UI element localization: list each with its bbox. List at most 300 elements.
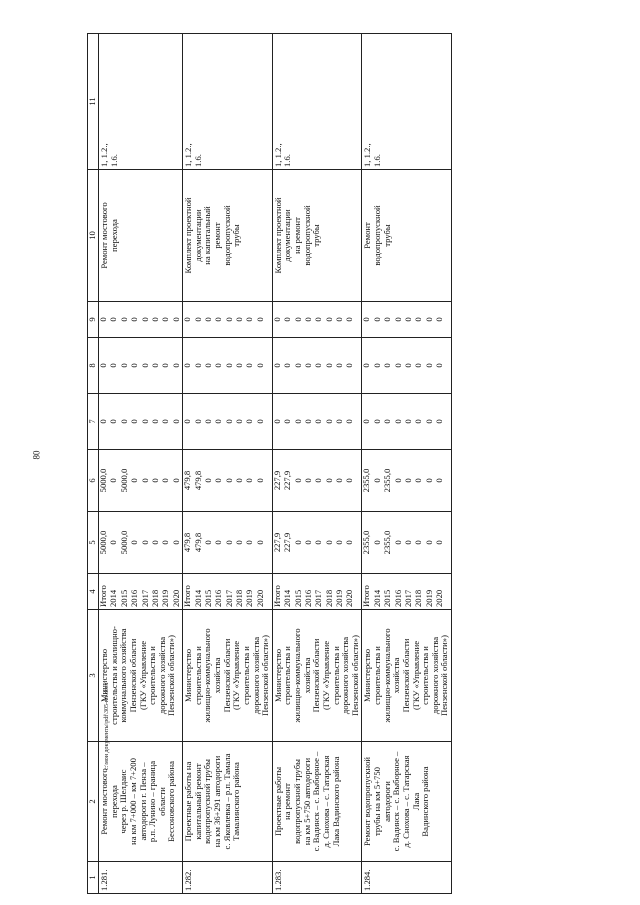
funding-other-line: 0 bbox=[344, 317, 355, 322]
years-line: 2019 bbox=[423, 589, 434, 607]
expected-result-line: водопропускной bbox=[301, 205, 312, 266]
funding-federal-line: 0 bbox=[149, 419, 160, 424]
indicator-ref-line: 1.6. bbox=[372, 154, 382, 167]
funding-regional-line: 0 bbox=[149, 478, 160, 483]
funding-total-line: 0 bbox=[413, 540, 424, 545]
activity-name-line: трубы на км 5+750 bbox=[372, 767, 382, 836]
funding-regional-line: 0 bbox=[392, 478, 403, 483]
col-header: 11 bbox=[88, 34, 99, 170]
funding-local-line: 0 bbox=[282, 363, 293, 368]
funding-total bbox=[183, 512, 273, 574]
expected-result-line: ремонт bbox=[212, 222, 222, 249]
years-line: 2016 bbox=[392, 589, 403, 607]
executor-line: дорожного хозяйства bbox=[429, 636, 440, 715]
activity-name-line: д. Снохова – с. Татарская bbox=[400, 755, 411, 848]
funding-regional-line: 5000,0 bbox=[118, 468, 129, 493]
years bbox=[99, 574, 183, 610]
executor-line: хозяйства bbox=[212, 657, 222, 694]
executor-line: дорожного хозяйства bbox=[250, 636, 261, 715]
executor-line: строительства и bbox=[147, 646, 158, 705]
funding-local-line: 0 bbox=[334, 363, 345, 368]
funding-regional-line: 0 bbox=[254, 478, 265, 483]
funding-other bbox=[99, 302, 183, 338]
funding-federal bbox=[183, 394, 273, 450]
activity-name-line: на км 5+750 автодороги bbox=[301, 757, 312, 846]
funding-federal bbox=[362, 394, 452, 450]
years-line: Итого bbox=[271, 585, 282, 607]
funding-local-line: 0 bbox=[170, 363, 181, 368]
activity-name bbox=[362, 742, 452, 862]
activity-name bbox=[183, 742, 273, 862]
activity-name-line: Проектные работы bbox=[272, 766, 283, 837]
col-header: 3 bbox=[88, 610, 99, 742]
funding-local-line: 0 bbox=[98, 363, 108, 368]
funding-local-line: 0 bbox=[292, 363, 303, 368]
funding-regional-line: 0 bbox=[371, 478, 382, 483]
funding-other-line: 0 bbox=[223, 317, 234, 322]
funding-federal-line: 0 bbox=[392, 419, 403, 424]
funding-other-line: 0 bbox=[313, 317, 324, 322]
indicator-ref-line: 1.6. bbox=[108, 154, 119, 167]
activity-name bbox=[272, 742, 362, 862]
funding-total-line: 0 bbox=[392, 540, 403, 545]
executor-line: Пензенской области bbox=[311, 638, 322, 713]
executor-line: Министерство bbox=[272, 649, 283, 702]
row-number: 1.283. bbox=[272, 862, 362, 894]
funding-regional-line: 0 bbox=[160, 478, 171, 483]
funding-federal-line: 0 bbox=[234, 419, 245, 424]
col-header: 7 bbox=[88, 394, 99, 450]
col-header: 4 bbox=[88, 574, 99, 610]
funding-other-line: 0 bbox=[334, 317, 345, 322]
funding-total bbox=[272, 512, 362, 574]
executor-line: (ГКУ «Управление bbox=[137, 640, 148, 711]
funding-regional-line: 0 bbox=[334, 478, 345, 483]
program-table bbox=[87, 33, 452, 894]
activity-name-line: Вадинского района bbox=[420, 766, 431, 837]
years-line: 2020 bbox=[254, 589, 265, 607]
funding-regional-line: 227,9 bbox=[271, 470, 282, 491]
years-line: 2014 bbox=[282, 589, 293, 607]
funding-federal bbox=[272, 394, 362, 450]
funding-total-line: 0 bbox=[254, 540, 265, 545]
years-line: 2020 bbox=[170, 589, 181, 607]
years-line: 2014 bbox=[108, 589, 119, 607]
years-line: 2014 bbox=[192, 589, 203, 607]
funding-local-line: 0 bbox=[371, 363, 382, 368]
funding-federal-line: 0 bbox=[423, 419, 434, 424]
activity-name-line: перехода bbox=[108, 785, 119, 818]
funding-total-line: 0 bbox=[313, 540, 324, 545]
funding-local-line: 0 bbox=[361, 363, 372, 368]
executor-line: строительства и жилищно- bbox=[108, 626, 119, 725]
funding-other-line: 0 bbox=[361, 317, 372, 322]
years-line: 2019 bbox=[160, 589, 171, 607]
activity-name-line: с. Вадинск – с. Выборное – bbox=[391, 751, 402, 852]
funding-regional bbox=[99, 450, 183, 512]
funding-regional-line: 0 bbox=[202, 478, 213, 483]
funding-regional-line: 0 bbox=[302, 478, 313, 483]
funding-federal-line: 0 bbox=[160, 419, 171, 424]
col-header: 2 bbox=[88, 742, 99, 862]
funding-local-line: 0 bbox=[202, 363, 213, 368]
executor-line: строительства и bbox=[240, 646, 251, 705]
activity-name-line: Тамалинского района bbox=[231, 762, 242, 841]
years-line: 2016 bbox=[213, 589, 224, 607]
expected-result-line: трубы bbox=[231, 224, 242, 247]
activity-name-line: на км 7+000 – км 7+200 bbox=[127, 758, 138, 845]
years-line: 2015 bbox=[118, 589, 129, 607]
funding-local-line: 0 bbox=[313, 363, 324, 368]
funding-local-line: 0 bbox=[223, 363, 234, 368]
expected-result-line: трубы bbox=[311, 224, 322, 247]
years bbox=[183, 574, 273, 610]
funding-other-line: 0 bbox=[139, 317, 150, 322]
activity-name-line: автодороги bbox=[381, 781, 392, 822]
executor-line: Министерство bbox=[99, 649, 109, 702]
funding-other-line: 0 bbox=[192, 317, 203, 322]
funding-local-line: 0 bbox=[254, 363, 265, 368]
row-number: 1.281. bbox=[99, 862, 183, 894]
funding-total bbox=[99, 512, 183, 574]
years-line: 2015 bbox=[292, 589, 303, 607]
funding-federal-line: 0 bbox=[344, 419, 355, 424]
table-body bbox=[99, 34, 452, 894]
years-line: 2020 bbox=[434, 589, 445, 607]
executor-line: Пензенской области bbox=[221, 638, 232, 713]
executor-line: коммунального хозяйства bbox=[118, 628, 129, 723]
funding-federal-line: 0 bbox=[323, 419, 334, 424]
expected-result-line: водопропускной bbox=[221, 205, 232, 266]
executor-line: (ГКУ «Управление bbox=[410, 640, 421, 711]
activity-name-line: через р. Шелдаис bbox=[118, 769, 129, 834]
expected-result bbox=[99, 170, 183, 302]
executor-line: Пензенской области») bbox=[439, 635, 450, 716]
years-line: 2018 bbox=[149, 589, 160, 607]
activity-name-line: д. Снохова – с. Татарская bbox=[320, 755, 331, 848]
funding-regional bbox=[183, 450, 273, 512]
funding-local-line: 0 bbox=[149, 363, 160, 368]
executor-line: (ГКУ «Управление bbox=[320, 640, 331, 711]
expected-result-line: Ремонт мостового bbox=[99, 202, 109, 269]
funding-local-line: 0 bbox=[413, 363, 424, 368]
footer-file-path: c:\мои документы\pdf\305-пп.docx bbox=[104, 682, 110, 770]
funding-local-line: 0 bbox=[302, 363, 313, 368]
years-line: 2016 bbox=[302, 589, 313, 607]
funding-local-line: 0 bbox=[244, 363, 255, 368]
funding-federal-line: 0 bbox=[382, 419, 393, 424]
funding-total-line: 0 bbox=[244, 540, 255, 545]
years-line: 2017 bbox=[139, 589, 150, 607]
funding-other-line: 0 bbox=[244, 317, 255, 322]
funding-total-line: 227,9 bbox=[271, 532, 282, 553]
funding-total-line: 0 bbox=[170, 540, 181, 545]
funding-local-line: 0 bbox=[160, 363, 171, 368]
expected-result bbox=[183, 170, 273, 302]
funding-other-line: 0 bbox=[392, 317, 403, 322]
executor-line: хозяйства bbox=[391, 657, 402, 694]
funding-local bbox=[272, 338, 362, 394]
funding-total-line: 5000,0 bbox=[98, 530, 108, 555]
funding-total-line: 0 bbox=[213, 540, 224, 545]
executor-line: строительства и bbox=[192, 646, 203, 705]
activity-name-line: Проектные работы на bbox=[183, 761, 194, 842]
indicator-ref bbox=[272, 34, 362, 170]
funding-federal-line: 0 bbox=[98, 419, 108, 424]
funding-total-line: 0 bbox=[371, 540, 382, 545]
row-number: 1.284. bbox=[362, 862, 452, 894]
executor-line: строительства и bbox=[282, 646, 293, 705]
funding-total-line: 0 bbox=[108, 540, 119, 545]
activity-name-line: области bbox=[156, 787, 167, 816]
activity-name-line: с. Вадинск – с. Выборное – bbox=[311, 751, 322, 852]
row-number: 1.282. bbox=[183, 862, 273, 894]
years-line: 2015 bbox=[202, 589, 213, 607]
years-line: Итого bbox=[361, 585, 372, 607]
column-number-header bbox=[88, 34, 99, 894]
rotated-table-sheet bbox=[87, 34, 587, 894]
activity-name-line: Ремонт мостового bbox=[99, 768, 109, 835]
activity-name-line: водопропускной трубы bbox=[292, 759, 302, 844]
activity-name-line: Лака Вадинского района bbox=[330, 756, 341, 847]
col-header: 9 bbox=[88, 302, 99, 338]
funding-total-line: 227,9 bbox=[282, 532, 293, 553]
funding-federal-line: 0 bbox=[192, 419, 203, 424]
funding-other bbox=[272, 302, 362, 338]
funding-federal-line: 0 bbox=[202, 419, 213, 424]
funding-total bbox=[362, 512, 452, 574]
funding-federal-line: 0 bbox=[182, 419, 193, 424]
funding-local-line: 0 bbox=[192, 363, 203, 368]
funding-regional-line: 2355,0 bbox=[361, 468, 372, 493]
funding-regional-line: 0 bbox=[344, 478, 355, 483]
funding-total-line: 0 bbox=[334, 540, 345, 545]
funding-total-line: 2355,0 bbox=[382, 530, 393, 555]
executor bbox=[272, 610, 362, 742]
funding-other-line: 0 bbox=[371, 317, 382, 322]
activity-name-line: водопропускной трубы bbox=[202, 759, 213, 844]
funding-regional-line: 0 bbox=[244, 478, 255, 483]
funding-federal-line: 0 bbox=[302, 419, 313, 424]
expected-result-line: Комплект проектной bbox=[183, 197, 194, 274]
funding-regional-line: 0 bbox=[139, 478, 150, 483]
funding-other-line: 0 bbox=[129, 317, 140, 322]
funding-local-line: 0 bbox=[182, 363, 193, 368]
funding-regional-line: 0 bbox=[234, 478, 245, 483]
funding-regional-line: 0 bbox=[170, 478, 181, 483]
funding-other-line: 0 bbox=[413, 317, 424, 322]
funding-local-line: 0 bbox=[323, 363, 334, 368]
expected-result-line: документации bbox=[192, 209, 203, 262]
table-row bbox=[362, 34, 452, 894]
funding-other-line: 0 bbox=[423, 317, 434, 322]
executor-line: жилищно-коммунального bbox=[202, 628, 213, 723]
funding-federal-line: 0 bbox=[434, 419, 445, 424]
funding-other-line: 0 bbox=[434, 317, 445, 322]
years-line: 2018 bbox=[234, 589, 245, 607]
funding-other-line: 0 bbox=[118, 317, 129, 322]
funding-total-line: 0 bbox=[402, 540, 413, 545]
funding-federal-line: 0 bbox=[313, 419, 324, 424]
funding-total-line: 5000,0 bbox=[118, 530, 129, 555]
indicator-ref-line: 1.6. bbox=[282, 154, 293, 167]
executor bbox=[362, 610, 452, 742]
funding-federal-line: 0 bbox=[271, 419, 282, 424]
years-line: Итого bbox=[182, 585, 193, 607]
funding-other-line: 0 bbox=[149, 317, 160, 322]
funding-local-line: 0 bbox=[344, 363, 355, 368]
executor-line: строительства и bbox=[372, 646, 382, 705]
funding-regional bbox=[362, 450, 452, 512]
funding-federal-line: 0 bbox=[282, 419, 293, 424]
funding-regional-line: 0 bbox=[402, 478, 413, 483]
funding-regional-line: 0 bbox=[434, 478, 445, 483]
expected-result-line: Ремонт bbox=[362, 222, 373, 249]
executor-line: Пензенской области») bbox=[260, 635, 271, 716]
funding-regional-line: 5000,0 bbox=[98, 468, 108, 493]
indicator-ref bbox=[99, 34, 183, 170]
funding-total-line: 0 bbox=[344, 540, 355, 545]
executor-line: жилищно-коммунального bbox=[381, 628, 392, 723]
indicator-ref-line: 1.6. bbox=[192, 154, 203, 167]
executor-line: Пензенской области bbox=[127, 638, 138, 713]
funding-federal-line: 0 bbox=[413, 419, 424, 424]
funding-local-line: 0 bbox=[129, 363, 140, 368]
expected-result-line: на ремонт bbox=[292, 217, 302, 254]
funding-total-line: 2355,0 bbox=[361, 530, 372, 555]
expected-result-line: водопропускной bbox=[372, 205, 382, 266]
indicator-ref-line: 1, 1.2., bbox=[272, 143, 283, 167]
funding-federal-line: 0 bbox=[213, 419, 224, 424]
activity-name-line: Бессоновского района bbox=[166, 761, 177, 842]
indicator-ref-line: 1, 1.2., bbox=[362, 143, 373, 167]
funding-other-line: 0 bbox=[202, 317, 213, 322]
funding-federal-line: 0 bbox=[170, 419, 181, 424]
funding-other-line: 0 bbox=[323, 317, 334, 322]
years-line: 2018 bbox=[413, 589, 424, 607]
funding-local bbox=[99, 338, 183, 394]
years-line: 2019 bbox=[334, 589, 345, 607]
col-header: 5 bbox=[88, 512, 99, 574]
expected-result bbox=[272, 170, 362, 302]
activity-name-line: р.п. Лунино – граница bbox=[147, 760, 158, 843]
funding-regional-line: 0 bbox=[292, 478, 303, 483]
activity-name-line: Ремонт водопропускной bbox=[362, 757, 373, 847]
funding-total-line: 0 bbox=[139, 540, 150, 545]
activity-name bbox=[99, 742, 183, 862]
funding-other-line: 0 bbox=[182, 317, 193, 322]
funding-federal bbox=[99, 394, 183, 450]
years bbox=[362, 574, 452, 610]
executor-line: (ГКУ «Управление bbox=[231, 640, 242, 711]
years-line: 2014 bbox=[371, 589, 382, 607]
funding-other-line: 0 bbox=[282, 317, 293, 322]
executor-line: строительства и bbox=[420, 646, 431, 705]
funding-local-line: 0 bbox=[423, 363, 434, 368]
funding-regional-line: 0 bbox=[313, 478, 324, 483]
funding-local-line: 0 bbox=[234, 363, 245, 368]
years-line: 2017 bbox=[313, 589, 324, 607]
funding-federal-line: 0 bbox=[223, 419, 234, 424]
expected-result-line: на капитальный bbox=[202, 206, 213, 265]
executor-line: жилищно-коммунального bbox=[292, 628, 302, 723]
funding-local-line: 0 bbox=[108, 363, 119, 368]
table-row bbox=[183, 34, 273, 894]
executor-line: Министерство bbox=[183, 649, 194, 702]
funding-federal-line: 0 bbox=[402, 419, 413, 424]
executor-line: строительства и bbox=[330, 646, 341, 705]
funding-total-line: 479,8 bbox=[192, 532, 203, 553]
funding-federal-line: 0 bbox=[118, 419, 129, 424]
activity-name-line: на км 36+291 автодороги bbox=[212, 755, 222, 848]
funding-other-line: 0 bbox=[402, 317, 413, 322]
funding-total-line: 0 bbox=[323, 540, 334, 545]
years-line: 2017 bbox=[223, 589, 234, 607]
funding-regional-line: 0 bbox=[129, 478, 140, 483]
funding-other-line: 0 bbox=[213, 317, 224, 322]
funding-local-line: 0 bbox=[382, 363, 393, 368]
years-line: 2018 bbox=[323, 589, 334, 607]
funding-other-line: 0 bbox=[382, 317, 393, 322]
funding-regional bbox=[272, 450, 362, 512]
col-header: 10 bbox=[88, 170, 99, 302]
funding-total-line: 0 bbox=[302, 540, 313, 545]
funding-local-line: 0 bbox=[213, 363, 224, 368]
funding-total-line: 0 bbox=[149, 540, 160, 545]
funding-total-line: 0 bbox=[223, 540, 234, 545]
funding-total-line: 0 bbox=[423, 540, 434, 545]
activity-name-line: на ремонт bbox=[282, 783, 293, 820]
activity-name-line: с. Яковлевка – р.п. Тамала bbox=[221, 753, 232, 850]
executor-line: Пензенской области bbox=[400, 638, 411, 713]
funding-regional-line: 479,8 bbox=[182, 470, 193, 491]
executor-line: хозяйства bbox=[301, 657, 312, 694]
expected-result-line: Комплект проектной bbox=[272, 197, 283, 274]
activity-name-line: капитальный ремонт bbox=[192, 763, 203, 840]
executor-line: дорожного хозяйства bbox=[340, 636, 351, 715]
years-line: 2019 bbox=[244, 589, 255, 607]
activity-name-line: автодороги г. Пенза – bbox=[137, 762, 148, 841]
funding-other-line: 0 bbox=[170, 317, 181, 322]
funding-local-line: 0 bbox=[139, 363, 150, 368]
years-line: 2020 bbox=[344, 589, 355, 607]
funding-total-line: 0 bbox=[129, 540, 140, 545]
funding-local bbox=[183, 338, 273, 394]
funding-local-line: 0 bbox=[434, 363, 445, 368]
funding-other-line: 0 bbox=[271, 317, 282, 322]
funding-regional-line: 0 bbox=[413, 478, 424, 483]
funding-federal-line: 0 bbox=[108, 419, 119, 424]
funding-federal-line: 0 bbox=[371, 419, 382, 424]
page-number: 80 bbox=[31, 450, 42, 460]
funding-federal-line: 0 bbox=[254, 419, 265, 424]
indicator-ref-line: 1, 1.2., bbox=[99, 143, 109, 167]
funding-other bbox=[362, 302, 452, 338]
funding-other-line: 0 bbox=[292, 317, 303, 322]
funding-regional-line: 227,9 bbox=[282, 470, 293, 491]
funding-other-line: 0 bbox=[160, 317, 171, 322]
executor-line: Пензенской области») bbox=[166, 635, 177, 716]
expected-result bbox=[362, 170, 452, 302]
col-header: 8 bbox=[88, 338, 99, 394]
years-line: 2015 bbox=[382, 589, 393, 607]
indicator-ref bbox=[362, 34, 452, 170]
funding-federal-line: 0 bbox=[334, 419, 345, 424]
funding-local bbox=[362, 338, 452, 394]
expected-result-line: перехода bbox=[108, 219, 119, 252]
funding-other bbox=[183, 302, 273, 338]
funding-total-line: 0 bbox=[234, 540, 245, 545]
